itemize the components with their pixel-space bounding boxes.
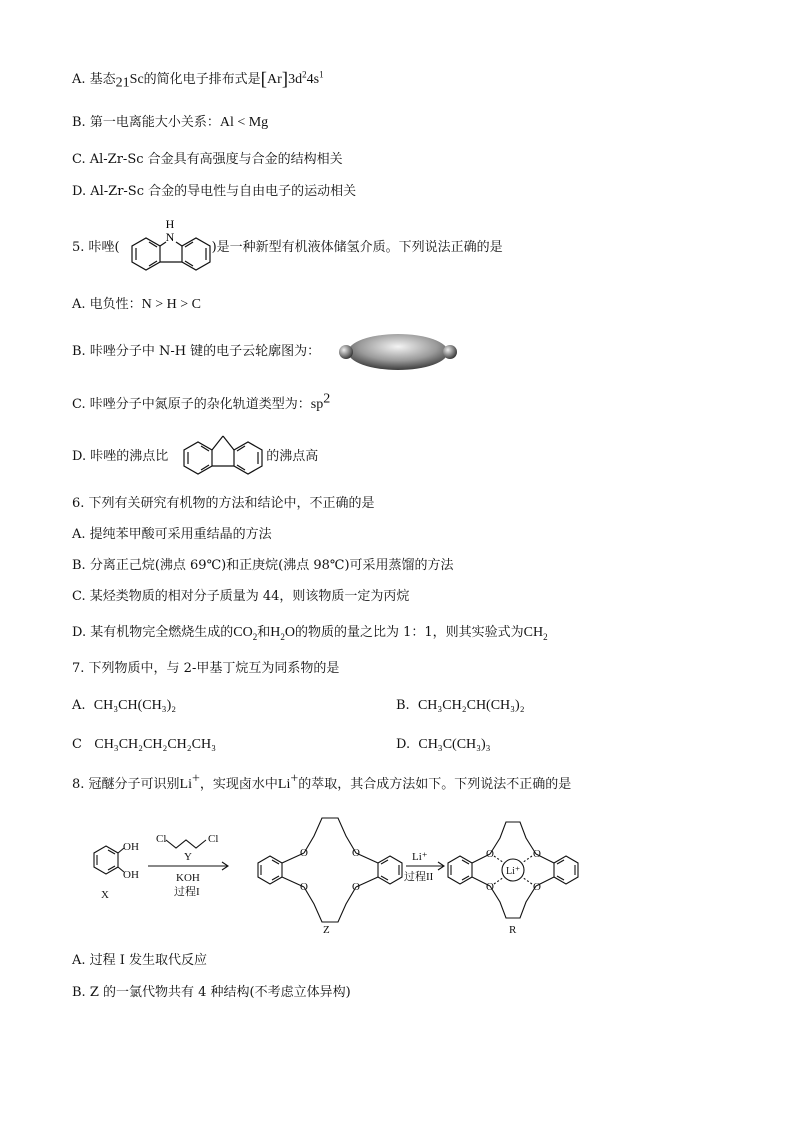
q6-option-d: D. 某有机物完全燃烧生成的$CO_2$和$H_2O$的物质的量之比为 1：1，则其实验式为$CH_2$	[72, 625, 548, 642]
crown-ether-synthesis-scheme	[68, 808, 588, 938]
svg-text:O: O	[352, 847, 360, 859]
q8-stem: 8. 冠醚分子可识别Li+，实现卤水中Li+的萃取，其合成方法如下。下列说法不正确的是	[72, 771, 572, 792]
svg-text:OH: OH	[123, 841, 139, 853]
q4-option-c: C. Al-Zr-Sc 合金具有高强度与合金的结构相关	[72, 152, 343, 167]
svg-text:KOH: KOH	[176, 872, 200, 884]
q5-option-a: A. 电负性：N > H > C	[72, 297, 202, 312]
carbazole-n-label: N	[165, 230, 175, 244]
svg-text:Y: Y	[184, 851, 192, 863]
q6-stem: 6. 下列有关研究有机物的方法和结论中，不正确的是	[72, 496, 375, 511]
q6-option-b: B. 分离正己烷(沸点 69℃)和正庚烷(沸点 98℃)可采用蒸馏的方法	[72, 558, 454, 573]
electron-cloud-diagram	[334, 332, 462, 372]
svg-text:过程I: 过程I	[174, 886, 200, 898]
svg-text:O: O	[533, 881, 541, 893]
fluorene-structure	[176, 426, 274, 482]
svg-text:OH: OH	[123, 869, 139, 881]
svg-text:O: O	[352, 881, 360, 893]
svg-text:Cl: Cl	[156, 833, 167, 845]
carbazole-structure	[124, 214, 222, 280]
q4-option-b: B. 第一电离能大小关系：Al < Mg	[72, 115, 269, 130]
q6-option-a: A. 提纯苯甲酸可采用重结晶的方法	[72, 527, 272, 542]
q5-stem: 5. 咔唑( )是一种新型有机液体储氢介质。下列说法正确的是	[72, 240, 503, 255]
svg-text:Z: Z	[323, 924, 330, 936]
q4-option-a: A. 基态$_{21}$Sc的简化电子排布式是$[Ar]3d^24s^1$	[72, 69, 324, 91]
q5-option-d: D. 咔唑的沸点比 的沸点高	[72, 449, 319, 464]
q7-option-c: C CH₃CH₂CH₂CH₂CH₃	[72, 737, 217, 752]
q8-option-a: A. 过程 I 发生取代反应	[72, 953, 208, 968]
q7-option-a: A. CH₃CH(CH₃)₂	[72, 698, 177, 713]
svg-text:过程II: 过程II	[404, 871, 434, 883]
q7-option-b: B. CH₃CH₂CH(CH₃)₂	[396, 698, 525, 713]
q7-stem: 7. 下列物质中，与 2-甲基丁烷互为同系物的是	[72, 661, 340, 676]
q4-option-d: D. Al-Zr-Sc 合金的导电性与自由电子的运动相关	[72, 184, 357, 199]
svg-text:O: O	[300, 881, 308, 893]
svg-text:O: O	[486, 848, 494, 860]
svg-text:Cl: Cl	[208, 833, 219, 845]
svg-text:Li⁺: Li⁺	[412, 851, 428, 863]
svg-text:R: R	[509, 924, 517, 936]
svg-text:Li⁺: Li⁺	[506, 866, 521, 877]
svg-text:O: O	[486, 881, 494, 893]
svg-text:X: X	[101, 889, 109, 901]
q7-option-d: D. CH₃C(CH₃)₃	[396, 737, 491, 752]
svg-text:O: O	[533, 848, 541, 860]
svg-text:O: O	[300, 847, 308, 859]
carbazole-h-label: H	[165, 217, 175, 231]
q6-option-c: C. 某烃类物质的相对分子质量为 44，则该物质一定为丙烷	[72, 589, 410, 604]
q5-option-b: B. 咔唑分子中 N-H 键的电子云轮廓图为：	[72, 344, 321, 359]
q5-option-c: C. 咔唑分子中氮原子的杂化轨道类型为：$sp^2$	[72, 391, 331, 412]
q8-option-b: B. Z 的一氯代物共有 4 种结构(不考虑立体异构)	[72, 985, 351, 1000]
